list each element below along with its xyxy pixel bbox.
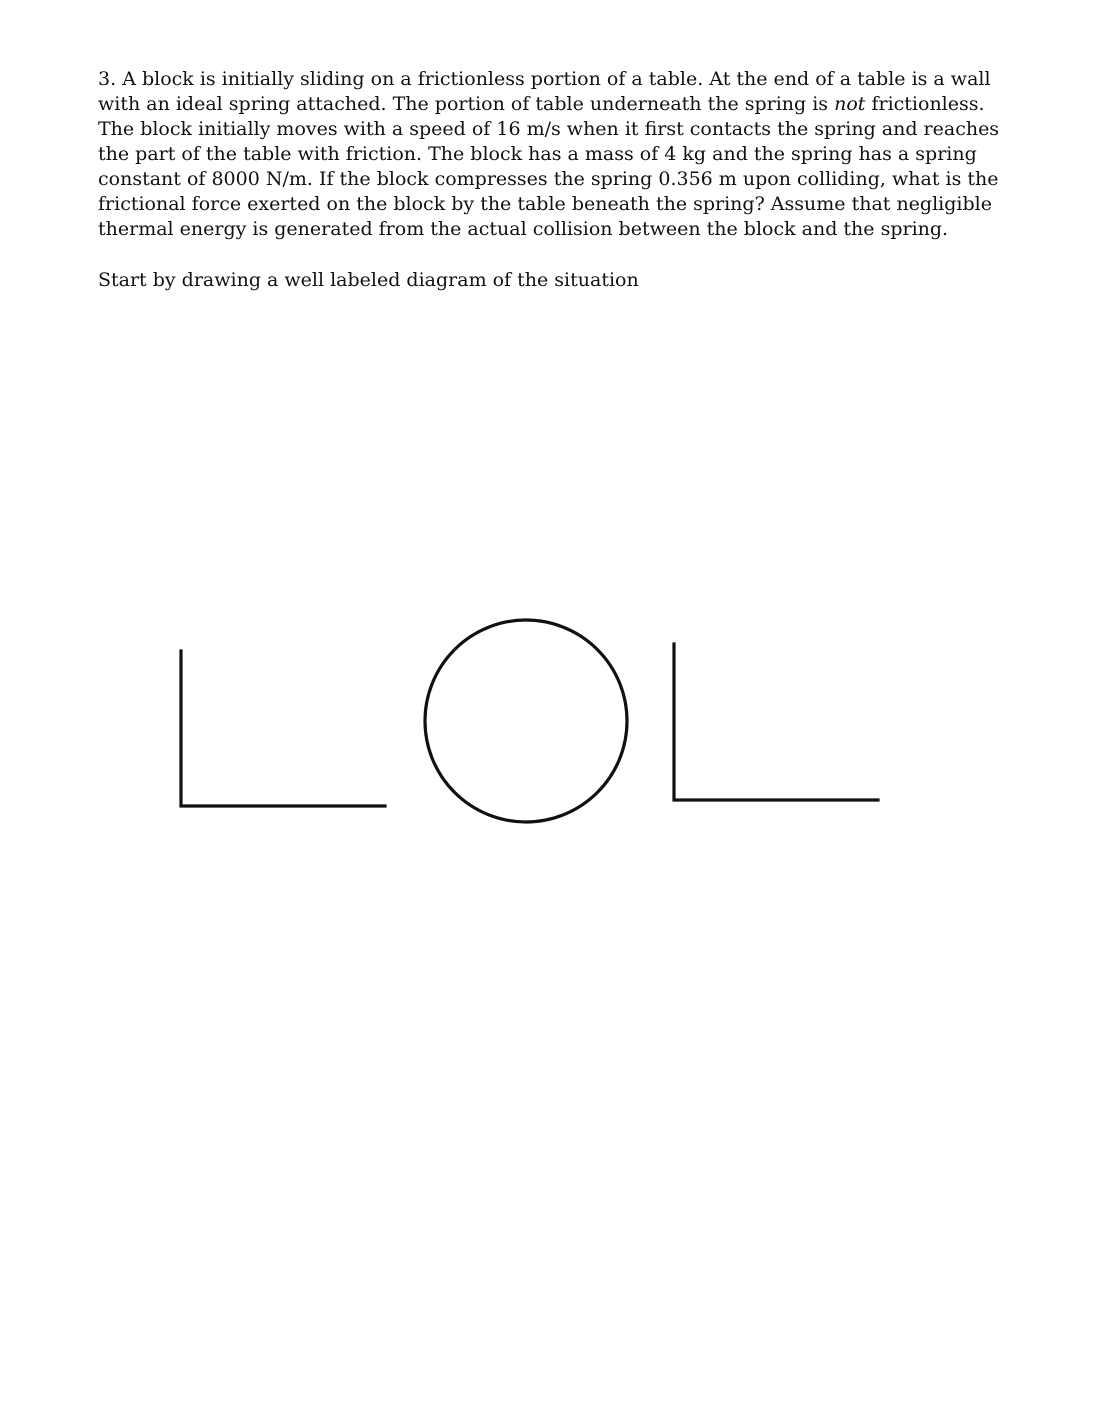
problem-text-part-2: frictionless. The block initially moves with a speed of 16 m/s when it first contacts the spring and reaches the part of the table with friction. The block has a mass of 4 kg and the spring has a spring constant of 8000 N/m. If the block compresses the spring 0.356 m upon colliding, what is the frictional force exerted on the block by the table beneath the spring? Assume that negligible thermal energy is generated from the actual collision between the block and the spring. bbox=[98, 93, 1000, 240]
problem-text-part-1: A block is initially sliding on a frictionless portion of a table. At the end of a table is a wall with an ideal spring attached. The portion of table underneath the spring is bbox=[98, 68, 991, 115]
problem-number: 3. bbox=[98, 68, 117, 90]
drawing-stroke-circle bbox=[425, 620, 627, 822]
problem-statement bbox=[98, 67, 1018, 242]
drawing-stroke-second-l bbox=[674, 644, 878, 800]
drawing-stroke-first-l bbox=[181, 651, 385, 806]
problem-italic-word: not bbox=[834, 93, 866, 115]
diagram-instruction: Start by drawing a well labeled diagram of the situation bbox=[98, 269, 639, 291]
